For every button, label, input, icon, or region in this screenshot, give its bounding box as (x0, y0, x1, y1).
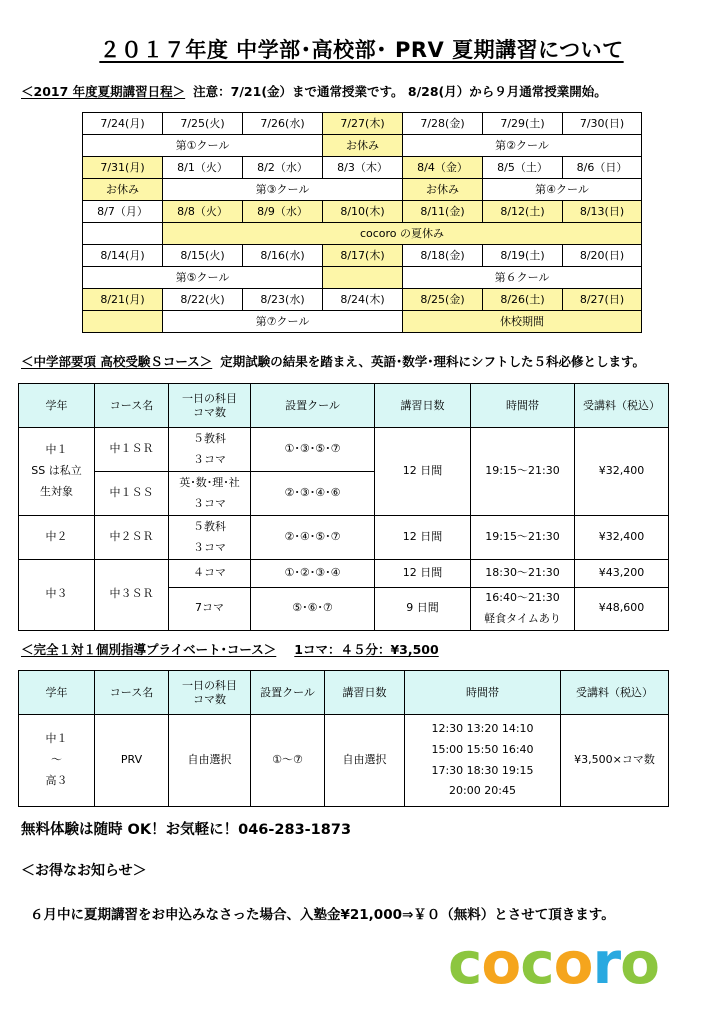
calendar-date-cell: 8/27(日) (563, 289, 642, 311)
junior-table-cell: 19:15～21:30 (471, 516, 575, 560)
junior-table-cell: 16:40～21:30 軽食タイムあり (471, 588, 575, 631)
calendar-date-cell: 7/29(土) (483, 113, 563, 135)
calendar-date-cell: 7/31(月) (83, 157, 163, 179)
junior-table-cell: ①･③･⑤･⑦ (251, 428, 375, 472)
calendar-date-cell: 8/24(木) (323, 289, 403, 311)
calendar-status-cell (83, 311, 163, 333)
junior-table-header-cell: 受講料（税込） (575, 384, 669, 428)
prv-table-cell: 自由選択 (325, 715, 405, 807)
calendar-row (83, 113, 642, 135)
calendar-status-cell: 第②クール (403, 135, 642, 157)
calendar-row (83, 245, 642, 267)
calendar-date-cell: 7/30(日) (563, 113, 642, 135)
prv-section-heading (21, 640, 439, 658)
calendar-status-cell (83, 223, 163, 245)
calendar-date-cell: 8/8（火） (163, 201, 243, 223)
calendar-date-cell: 8/7（月） (83, 201, 163, 223)
schedule-note: 注意：7/21(金）まで通常授業です。 8/28(月）から９月通常授業開始。 (193, 84, 607, 99)
junior-table-cell: ５教科 ３コマ (169, 428, 251, 472)
page-title: ２０１７年度 中学部･高校部･ PRV 夏期講習について (99, 38, 624, 62)
calendar-date-cell: 8/2（水） (243, 157, 323, 179)
schedule-section-heading (21, 82, 607, 100)
junior-table-cell: ②･③･④･⑥ (251, 472, 375, 516)
calendar-date-cell: 8/21(月) (83, 289, 163, 311)
notice-heading: ＜お得なお知らせ＞ (21, 863, 147, 879)
junior-table-cell: 中２ＳＲ (95, 516, 169, 560)
logo-letter: o (553, 929, 593, 997)
calendar-date-cell: 7/24(月) (83, 113, 163, 135)
calendar-date-cell: 8/12(土) (483, 201, 563, 223)
junior-table-cell: ４コマ (169, 560, 251, 588)
calendar-date-cell: 8/20(日) (563, 245, 642, 267)
junior-table-cell: 7コマ (169, 588, 251, 631)
calendar-status-cell: 第６クール (403, 267, 642, 289)
junior-table-cell: 12 日間 (375, 516, 471, 560)
junior-table-cell: ⑤･⑥･⑦ (251, 588, 375, 631)
calendar-date-cell: 8/10(木) (323, 201, 403, 223)
junior-table-row (19, 560, 669, 588)
calendar-date-cell: 8/25(金) (403, 289, 483, 311)
calendar-date-cell: 8/23(水) (243, 289, 323, 311)
junior-table-cell: ¥43,200 (575, 560, 669, 588)
calendar-status-cell: お休み (323, 135, 403, 157)
calendar-status-cell: cocoro の夏休み (163, 223, 642, 245)
junior-table-cell: 中３ＳＲ (95, 560, 169, 631)
junior-table-cell: 18:30～21:30 (471, 560, 575, 588)
calendar-date-cell: 8/17(木) (323, 245, 403, 267)
calendar-date-cell: 8/15(火) (163, 245, 243, 267)
calendar-status-cell: 第①クール (83, 135, 323, 157)
prv-table-header-cell: 講習日数 (325, 671, 405, 715)
calendar-date-cell: 8/26(土) (483, 289, 563, 311)
junior-table-header-cell: 設置クール (251, 384, 375, 428)
prv-table-cell: ①～⑦ (251, 715, 325, 807)
calendar-date-cell: 7/26(水) (243, 113, 323, 135)
calendar-date-cell: 7/25(火) (163, 113, 243, 135)
junior-table-cell: 12 日間 (375, 560, 471, 588)
calendar-row (83, 311, 642, 333)
calendar-date-cell: 8/4（金） (403, 157, 483, 179)
junior-table-cell: 中２ (19, 516, 95, 560)
promo-text: ６月中に夏期講習をお申込みなさった場合、入塾金¥21,000⇒￥０（無料）とさせて頂きます。 (30, 907, 615, 923)
calendar-row (83, 157, 642, 179)
junior-table-cell: 英･数･理･社 ３コマ (169, 472, 251, 516)
calendar-date-cell: 8/6（日） (563, 157, 642, 179)
junior-table-cell: 中１ SS は私立 生対象 (19, 428, 95, 516)
schedule-calendar-table (82, 112, 642, 333)
prv-table-cell: 自由選択 (169, 715, 251, 807)
prv-course-table (18, 670, 669, 807)
junior-note: 定期試験の結果を踏まえ、英語･数学･理科にシフトした５科必修とします。 (220, 354, 645, 369)
calendar-date-cell: 8/14(月) (83, 245, 163, 267)
contact-line: 無料体験は随時 OK！お気軽に！046-283-1873 (21, 822, 352, 838)
calendar-status-cell: お休み (403, 179, 483, 201)
calendar-date-cell: 8/9（水） (243, 201, 323, 223)
junior-table-cell: 中３ (19, 560, 95, 631)
prv-table-cell: PRV (95, 715, 169, 807)
junior-table-cell: ¥32,400 (575, 428, 669, 516)
cocoro-logo (448, 931, 698, 995)
calendar-row (83, 179, 642, 201)
calendar-date-cell: 7/27(木) (323, 113, 403, 135)
calendar-status-cell: 休校期間 (403, 311, 642, 333)
calendar-status-cell (323, 267, 403, 289)
junior-table-header-cell: 講習日数 (375, 384, 471, 428)
calendar-date-cell: 8/5（土） (483, 157, 563, 179)
prv-table-cell: 中１ ～ 高３ (19, 715, 95, 807)
logo-letter: o (481, 929, 521, 997)
prv-note: 1コマ：４５分：¥3,500 (294, 642, 439, 657)
calendar-date-cell: 8/13(日) (563, 201, 642, 223)
calendar-status-cell: 第③クール (163, 179, 403, 201)
junior-table-header-cell: 時間帯 (471, 384, 575, 428)
prv-table-header-cell: 学年 (19, 671, 95, 715)
calendar-row (83, 223, 642, 245)
calendar-date-cell: 8/11(金) (403, 201, 483, 223)
calendar-date-cell: 8/18(金) (403, 245, 483, 267)
junior-table-cell: 12 日間 (375, 428, 471, 516)
calendar-date-cell: 7/28(金) (403, 113, 483, 135)
calendar-row (83, 267, 642, 289)
junior-table-cell: ¥32,400 (575, 516, 669, 560)
junior-table-row (19, 428, 669, 472)
calendar-status-cell: 第⑦クール (163, 311, 403, 333)
junior-table-cell: ¥48,600 (575, 588, 669, 631)
junior-table-cell: ５教科 ３コマ (169, 516, 251, 560)
calendar-status-cell: 第⑤クール (83, 267, 323, 289)
calendar-date-cell: 8/16(水) (243, 245, 323, 267)
calendar-row (83, 201, 642, 223)
junior-table-cell: 9 日間 (375, 588, 471, 631)
prv-table-cell: ¥3,500×コマ数 (561, 715, 669, 807)
junior-table-cell: 19:15～21:30 (471, 428, 575, 516)
prv-table-header-cell: 受講料（税込） (561, 671, 669, 715)
junior-table-header-cell: コース名 (95, 384, 169, 428)
junior-section-heading (21, 352, 645, 370)
junior-table-cell: ①･②･③･④ (251, 560, 375, 588)
junior-table-cell: 中１ＳＳ (95, 472, 169, 516)
junior-table-header-cell: 学年 (19, 384, 95, 428)
calendar-date-cell: 8/19(土) (483, 245, 563, 267)
schedule-heading: ＜2017 年度夏期講習日程＞ (21, 84, 186, 99)
logo-letter: c (448, 929, 482, 997)
junior-table-row (19, 516, 669, 560)
junior-table-header-cell: 一日の科目 コマ数 (169, 384, 251, 428)
calendar-row (83, 289, 642, 311)
prv-heading: ＜完全１対１個別指導プライベート･コース＞ (21, 642, 277, 657)
calendar-status-cell: 第④クール (483, 179, 642, 201)
prv-table-row (19, 715, 669, 807)
junior-heading: ＜中学部要項 高校受験Ｓコース＞ (21, 354, 213, 369)
calendar-status-cell: お休み (83, 179, 163, 201)
prv-table-cell: 12:30 13:20 14:10 15:00 15:50 16:40 17:30 18:30 19:15 20:00 20:45 (405, 715, 561, 807)
prv-table-header-cell: 設置クール (251, 671, 325, 715)
calendar-date-cell: 8/3（木） (323, 157, 403, 179)
calendar-date-cell: 8/22(火) (163, 289, 243, 311)
junior-table-cell: 中１ＳＲ (95, 428, 169, 472)
logo-letter: r (592, 929, 621, 997)
prv-table-header-cell: コース名 (95, 671, 169, 715)
logo-letter: c (520, 929, 554, 997)
prv-table-header-cell: 時間帯 (405, 671, 561, 715)
prv-table-header-cell: 一日の科目 コマ数 (169, 671, 251, 715)
logo-letter: o (620, 929, 659, 997)
junior-table-cell: ②･④･⑤･⑦ (251, 516, 375, 560)
calendar-date-cell: 8/1（火） (163, 157, 243, 179)
junior-course-table (18, 383, 669, 631)
calendar-row (83, 135, 642, 157)
